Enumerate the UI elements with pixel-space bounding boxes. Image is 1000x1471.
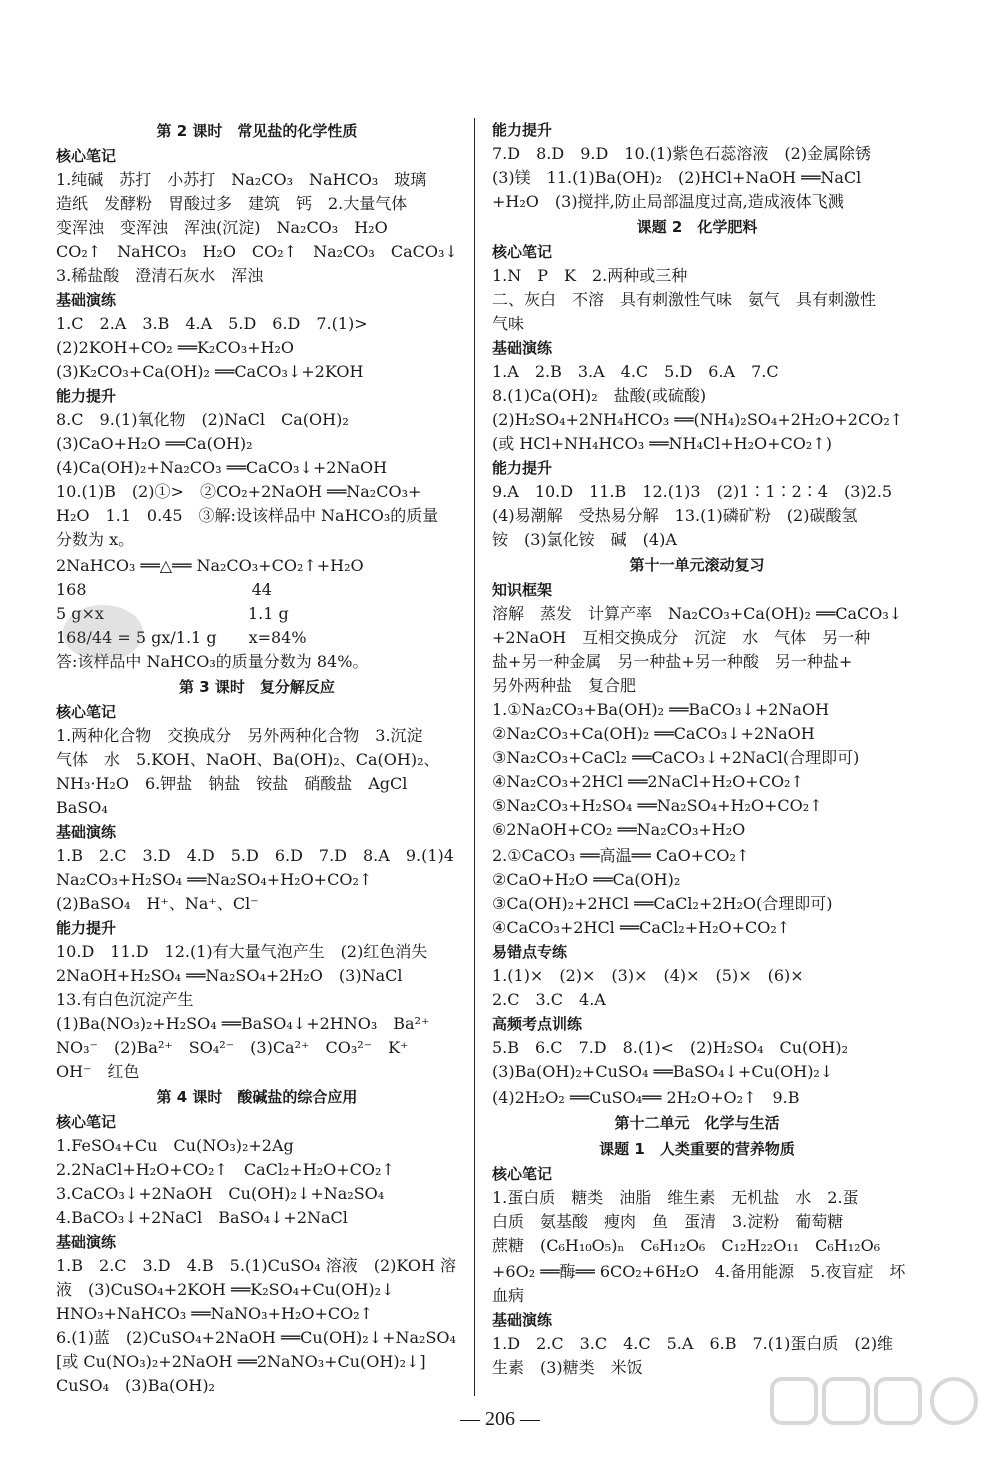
answer-line: 气味 (492, 314, 525, 333)
answer-line: (3)Ba(OH)₂+CuSO₄ ══BaSO₄↓+Cu(OH)₂↓ (492, 1062, 834, 1081)
subsection-heading: 知识框架 (492, 581, 553, 599)
answer-line: 3.CaCO₃↓+2NaOH Cu(OH)₂↓+Na₂SO₄ (56, 1184, 385, 1203)
answer-line: (3)镁 11.(1)Ba(OH)₂ (2)HCl+NaOH ══NaCl (492, 168, 862, 187)
answer-line: +2NaOH 互相交换成分 沉淀 水 气体 另一种 (492, 628, 871, 647)
answer-line: 2NaHCO₃ ══△══ Na₂CO₃+CO₂↑+H₂O (56, 556, 364, 575)
answer-line: 1.蛋白质 糖类 油脂 维生素 无机盐 水 2.蛋 (492, 1188, 859, 1207)
section-title: 第十一单元滚动复习 (629, 556, 765, 574)
answer-line: 血病 (492, 1286, 525, 1305)
subsection-heading: 基础演练 (492, 1311, 553, 1329)
answer-line: ②Na₂CO₃+Ca(OH)₂ ══CaCO₃↓+2NaOH (492, 724, 815, 743)
subsection-heading: 基础演练 (56, 823, 117, 841)
answer-line: 溶解 蒸发 计算产率 Na₂CO₃+Ca(OH)₂ ══CaCO₃↓ (492, 604, 903, 623)
answer-line: ③Ca(OH)₂+2HCl ══CaCl₂+2H₂O(合理即可) (492, 894, 833, 913)
answer-line: [或 Cu(NO₃)₂+2NaOH ══2NaNO₃+Cu(OH)₂↓] (56, 1352, 426, 1371)
answer-line: 2.C 3.C 4.A (492, 990, 606, 1009)
answer-line: (4)易潮解 受热易分解 13.(1)磷矿粉 (2)碳酸氢 (492, 506, 858, 525)
answer-line: 10.(1)B (2)①> ②CO₂+2NaOH ══Na₂CO₃+ (56, 482, 422, 501)
subsection-heading: 核心笔记 (56, 1113, 117, 1131)
answer-line: (3)CaO+H₂O ══Ca(OH)₂ (56, 434, 253, 453)
answer-line: 蔗糖 (C₆H₁₀O₅)ₙ C₆H₁₂O₆ C₁₂H₂₂O₁₁ C₆H₁₂O₆ (492, 1236, 881, 1255)
left-column (56, 118, 458, 1398)
answer-line: (2)2KOH+CO₂ ══K₂CO₃+H₂O (56, 338, 294, 357)
section-title: 课题 1 人类重要的营养物质 (599, 1140, 795, 1158)
answer-line: 生素 (3)糖类 米饭 (492, 1358, 643, 1377)
answer-line: (2)BaSO₄ H⁺、Na⁺、Cl⁻ (56, 894, 259, 913)
answer-line: 8.(1)Ca(OH)₂ 盐酸(或硫酸) (492, 386, 707, 405)
answer-line: Na₂CO₃+H₂SO₄ ══Na₂SO₄+H₂O+CO₂↑ (56, 870, 373, 889)
answer-line: 铵 (3)氯化铵 碱 (4)A (492, 530, 677, 549)
answer-line: 1.(1)× (2)× (3)× (4)× (5)× (6)× (492, 966, 804, 985)
answer-line: BaSO₄ (56, 798, 108, 817)
answer-line: CO₂↑ NaHCO₃ H₂O CO₂↑ Na₂CO₃ CaCO₃↓ (56, 242, 458, 261)
answer-line: 168 44 (56, 580, 272, 599)
answer-line: CuSO₄ (3)Ba(OH)₂ (56, 1376, 215, 1395)
section-title: 课题 2 化学肥料 (636, 218, 758, 236)
answer-line: 1.A 2.B 3.A 4.C 5.D 6.A 7.C (492, 362, 779, 381)
column-divider (474, 118, 475, 1396)
subsection-heading: 核心笔记 (56, 147, 117, 165)
answer-line: (4)Ca(OH)₂+Na₂CO₃ ══CaCO₃↓+2NaOH (56, 458, 388, 477)
answer-line: ④CaCO₃+2HCl ══CaCl₂+H₂O+CO₂↑ (492, 918, 791, 937)
answer-line: NO₃⁻ (2)Ba²⁺ SO₄²⁻ (3)Ca²⁺ CO₃²⁻ K⁺ (56, 1038, 409, 1057)
subsection-heading: 能力提升 (492, 459, 553, 477)
section-title: 第十二单元 化学与生活 (614, 1114, 780, 1132)
answer-line: 1.D 2.C 3.C 4.C 5.A 6.B 7.(1)蛋白质 (2)维 (492, 1334, 894, 1353)
answer-line: H₂O 1.1 0.45 ③解:设该样品中 NaHCO₃的质量 (56, 506, 439, 525)
answer-line: 气体 水 5.KOH、NaOH、Ba(OH)₂、Ca(OH)₂、 (56, 750, 440, 769)
answer-line: 答:该样品中 NaHCO₃的质量分数为 84%。 (56, 652, 369, 671)
answer-line: (3)K₂CO₃+Ca(OH)₂ ══CaCO₃↓+2KOH (56, 362, 364, 381)
answer-line: 5.B 6.C 7.D 8.(1)< (2)H₂SO₄ Cu(OH)₂ (492, 1038, 849, 1057)
answer-line: 168/44 = 5 gx/1.1 g x=84% (56, 628, 307, 647)
site-watermark-logo (766, 1375, 986, 1467)
answer-line: ⑥2NaOH+CO₂ ══Na₂CO₃+H₂O (492, 820, 746, 839)
answer-line: 2NaOH+H₂SO₄ ══Na₂SO₄+2H₂O (3)NaCl (56, 966, 403, 985)
subsection-heading: 能力提升 (56, 919, 117, 937)
answer-line: 1.①Na₂CO₃+Ba(OH)₂ ══BaCO₃↓+2NaOH (492, 700, 830, 719)
answer-line: 造纸 发酵粉 胃酸过多 建筑 钙 2.大量气体 (56, 194, 408, 213)
subsection-heading: 核心笔记 (56, 703, 117, 721)
answer-line: 变浑浊 变浑浊 浑浊(沉淀) Na₂CO₃ H₂O (56, 218, 388, 237)
subsection-heading: 高频考点训练 (492, 1015, 583, 1033)
answer-line: 13.有白色沉淀产生 (56, 990, 194, 1009)
page-number: — 206 — (460, 1408, 540, 1430)
answer-line: 3.稀盐酸 澄清石灰水 浑浊 (56, 266, 264, 285)
right-column (492, 118, 906, 1380)
subsection-heading: 易错点专练 (492, 943, 568, 961)
answer-line: 盐+另一种金属 另一种盐+另一种酸 另一种盐+ (492, 652, 853, 671)
ink-stamp-smudge (60, 600, 146, 666)
section-title: 第 2 课时 常见盐的化学性质 (156, 122, 358, 140)
answer-line: 1.C 2.A 3.B 4.A 5.D 6.D 7.(1)> (56, 314, 368, 333)
subsection-heading: 基础演练 (56, 1233, 117, 1251)
answer-line: (2)H₂SO₄+2NH₄HCO₃ ══(NH₄)₂SO₄+2H₂O+2CO₂↑ (492, 410, 904, 429)
answer-line: 1.两种化合物 交换成分 另外两种化合物 3.沉淀 (56, 726, 423, 745)
subsection-heading: 能力提升 (56, 387, 117, 405)
answer-line: 9.A 10.D 11.B 12.(1)3 (2)1∶1∶2∶4 (3)2.5 (492, 482, 893, 501)
answer-line: 1.N P K 2.两种或三种 (492, 266, 688, 285)
answer-line: NH₃·H₂O 6.钾盐 钠盐 铵盐 硝酸盐 AgCl (56, 774, 408, 793)
subsection-heading: 核心笔记 (492, 243, 553, 261)
answer-line: 二、灰白 不溶 具有刺激性气味 氨气 具有刺激性 (492, 290, 877, 309)
answer-line: (或 HCl+NH₄HCO₃ ══NH₄Cl+H₂O+CO₂↑) (492, 434, 832, 453)
answer-line: ③Na₂CO₃+CaCl₂ ══CaCO₃↓+2NaCl(合理即可) (492, 748, 860, 767)
answer-line: ⑤Na₂CO₃+H₂SO₄ ══Na₂SO₄+H₂O+CO₂↑ (492, 796, 823, 815)
answer-line: (4)2H₂O₂ ══CuSO₄══ 2H₂O+O₂↑ 9.B (492, 1088, 800, 1107)
answer-line: ④Na₂CO₃+2HCl ══2NaCl+H₂O+CO₂↑ (492, 772, 804, 791)
answer-line: 2.2NaCl+H₂O+CO₂↑ CaCl₂+H₂O+CO₂↑ (56, 1160, 395, 1179)
answer-line: 分数为 x。 (56, 530, 135, 549)
answer-line: 2.①CaCO₃ ══高温══ CaO+CO₂↑ (492, 846, 750, 865)
answer-line: 1.B 2.C 3.D 4.D 5.D 6.D 7.D 8.A 9.(1)4 (56, 846, 454, 865)
answer-line: 1.纯碱 苏打 小苏打 Na₂CO₃ NaHCO₃ 玻璃 (56, 170, 427, 189)
subsection-heading: 能力提升 (492, 121, 553, 139)
answer-line: ②CaO+H₂O ══Ca(OH)₂ (492, 870, 681, 889)
answer-line: +H₂O (3)搅拌,防止局部温度过高,造成液体飞溅 (492, 192, 844, 211)
answer-line: HNO₃+NaHCO₃ ══NaNO₃+H₂O+CO₂↑ (56, 1304, 374, 1323)
subsection-heading: 核心笔记 (492, 1165, 553, 1183)
answer-line: 白质 氨基酸 瘦肉 鱼 蛋清 3.淀粉 葡萄糖 (492, 1212, 844, 1231)
answer-line: 5 g×x 1.1 g (56, 604, 289, 623)
subsection-heading: 基础演练 (492, 339, 553, 357)
answer-line: 4.BaCO₃↓+2NaCl BaSO₄↓+2NaCl (56, 1208, 348, 1227)
answer-line: 8.C 9.(1)氧化物 (2)NaCl Ca(OH)₂ (56, 410, 349, 429)
answer-line: 6.(1)蓝 (2)CuSO₄+2NaOH ══Cu(OH)₂↓+Na₂SO₄ (56, 1328, 456, 1347)
subsection-heading: 基础演练 (56, 291, 117, 309)
answer-line: +6O₂ ══酶══ 6CO₂+6H₂O 4.备用能源 5.夜盲症 坏 (492, 1262, 906, 1281)
answer-line: 7.D 8.D 9.D 10.(1)紫色石蕊溶液 (2)金属除锈 (492, 144, 872, 163)
answer-line: 液 (3)CuSO₄+2KOH ══K₂SO₄+Cu(OH)₂↓ (56, 1280, 395, 1299)
answer-line: 1.B 2.C 3.D 4.B 5.(1)CuSO₄ 溶液 (2)KOH 溶 (56, 1256, 457, 1275)
section-title: 第 4 课时 酸碱盐的综合应用 (156, 1088, 358, 1106)
answer-line: 10.D 11.D 12.(1)有大量气泡产生 (2)红色消失 (56, 942, 428, 961)
answer-line: 另外两种盐 复合肥 (492, 676, 637, 695)
answer-line: OH⁻ 红色 (56, 1062, 140, 1081)
section-title: 第 3 课时 复分解反应 (179, 678, 335, 696)
answer-line: 1.FeSO₄+Cu Cu(NO₃)₂+2Ag (56, 1136, 294, 1155)
answer-line: (1)Ba(NO₃)₂+H₂SO₄ ══BaSO₄↓+2HNO₃ Ba²⁺ (56, 1014, 430, 1033)
